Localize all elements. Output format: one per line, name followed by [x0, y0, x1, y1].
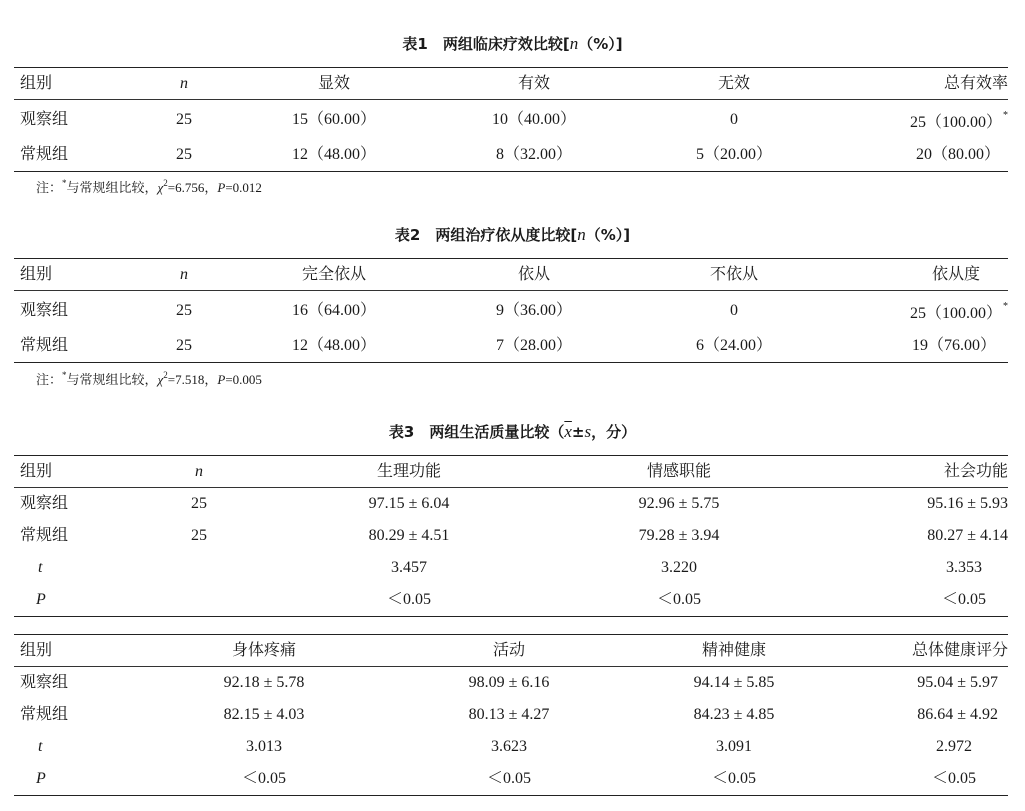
- note-star: *: [62, 178, 67, 188]
- table3-header-group: 组别: [14, 635, 134, 667]
- table3-cell: [134, 584, 264, 617]
- table3-cell: 25: [191, 527, 207, 544]
- note-p-value: =0.012: [225, 180, 262, 195]
- table2-cell: 6（24.00）: [695, 337, 772, 354]
- table-row: [14, 139, 1008, 172]
- note-text: 与常规组比较，: [66, 372, 158, 387]
- table1-cell: 8（32.00）: [495, 146, 572, 163]
- table3-header-activity: 活动: [394, 635, 624, 667]
- table2-header-compliant: 依从: [434, 259, 634, 291]
- table3-cell: 2.972: [936, 738, 972, 755]
- table3-cell-stat: t: [38, 559, 43, 576]
- table3-cell: 3.457: [391, 559, 427, 576]
- table1-cell: 观察组: [20, 110, 69, 128]
- table3-header-pain: 身体疼痛: [134, 635, 394, 667]
- table3-cell: ＜0.05: [241, 770, 286, 787]
- table3-cell: ＜0.05: [941, 591, 986, 608]
- table2-cell: 0: [730, 301, 738, 319]
- note-star: *: [62, 370, 67, 380]
- table2-cell-total: [834, 291, 1008, 331]
- table3-cell: 84.23 ± 4.85: [693, 706, 775, 723]
- table3-part1-header-row: [14, 456, 1008, 488]
- table2-cell: 25: [176, 337, 192, 354]
- table3-cell: 95.04 ± 5.97: [917, 674, 998, 691]
- table1-cell: 25: [176, 110, 192, 128]
- table3-caption: 表3 两组生活质量比较（$\overline{x}\pm s$，分）: [388, 422, 637, 441]
- table-row: [14, 520, 1008, 552]
- table-row: [14, 552, 1008, 584]
- table3-cell: 98.09 ± 6.16: [468, 674, 550, 691]
- table2-cell: 9（36.00）: [495, 301, 572, 319]
- table3-cell: 观察组: [20, 674, 69, 691]
- table3-cell-stat: P: [36, 770, 46, 787]
- table1-header-group: 组别: [14, 68, 134, 100]
- table1-cell: 常规组: [20, 146, 69, 163]
- table3-cell-stat: P: [36, 591, 46, 608]
- table2-cell: 常规组: [20, 337, 69, 354]
- table1-cell: 20（80.00）: [915, 146, 1000, 163]
- table-row: [14, 584, 1008, 617]
- table2-cell-value: 25（100.00）: [909, 305, 1002, 322]
- note-chi: χ: [157, 180, 164, 195]
- table3-cell: 82.15 ± 4.03: [223, 706, 305, 723]
- table2: [14, 258, 1008, 363]
- table2-header-rate: 依从度: [834, 259, 1008, 291]
- table-row: [14, 699, 1008, 731]
- table3-header-group: 组别: [14, 456, 134, 488]
- table-row: [14, 291, 1008, 331]
- table2-cell: 观察组: [20, 301, 69, 319]
- table-row: [14, 731, 1008, 763]
- table2-cell: 25: [176, 301, 192, 319]
- table2-header-n: n: [134, 259, 234, 291]
- table2-cell: 16（64.00）: [291, 301, 376, 319]
- table3-cell: 3.353: [946, 559, 982, 576]
- table3-cell: 92.18 ± 5.78: [223, 674, 305, 691]
- table-row: [14, 488, 1008, 521]
- table3-header-social: 社会功能: [804, 456, 1008, 488]
- table1-cell-total: [834, 100, 1008, 140]
- table3-cell: 80.29 ± 4.51: [368, 527, 450, 544]
- table3-cell: 3.091: [716, 738, 752, 755]
- table3-part1: [14, 455, 1008, 617]
- table1-cell: 12（48.00）: [291, 146, 376, 163]
- table3-part2: [14, 634, 1008, 796]
- table-row: [14, 100, 1008, 140]
- table3-cell: 86.64 ± 4.92: [917, 706, 998, 723]
- table3-cell: 常规组: [20, 527, 69, 544]
- table1-cell: 10（40.00）: [491, 110, 576, 128]
- table3-cell: 3.623: [491, 738, 527, 755]
- table1-header-row: [14, 68, 1008, 100]
- table2-header-noncompliant: 不依从: [634, 259, 834, 291]
- significance-star: *: [1003, 301, 1008, 312]
- table3-header-general: 总体健康评分: [844, 635, 1008, 667]
- table1-cell: 0: [730, 110, 738, 128]
- table3-cell: 80.27 ± 4.14: [927, 527, 1008, 544]
- table3-part2-header-row: [14, 635, 1008, 667]
- table2-caption: 表2 两组治疗依从度比较[n（%）]: [394, 225, 631, 244]
- table1-header-ineffective: 无效: [634, 68, 834, 100]
- note-chi-value: =6.756，: [167, 180, 218, 195]
- table1: [14, 67, 1008, 172]
- table1-caption: 表1 两组临床疗效比较[n（%）]: [402, 34, 623, 53]
- note-p-value: =0.005: [225, 372, 262, 387]
- table3-cell: 92.96 ± 5.75: [638, 495, 720, 512]
- table3-header-mental: 精神健康: [624, 635, 844, 667]
- table3-cell-stat: t: [38, 738, 43, 755]
- table3-cell: ＜0.05: [486, 770, 531, 787]
- table3-header-physical: 生理功能: [264, 456, 554, 488]
- table3-cell: ＜0.05: [386, 591, 431, 608]
- table2-header-group: 组别: [14, 259, 134, 291]
- table2-cell: 12（48.00）: [291, 337, 376, 354]
- note-text: 与常规组比较，: [66, 180, 158, 195]
- table3-cell: 80.13 ± 4.27: [468, 706, 550, 723]
- note-sup: 2: [163, 178, 168, 188]
- table1-cell: 25: [176, 146, 192, 163]
- table3-cell: ＜0.05: [931, 770, 976, 787]
- note-lead: 注：: [36, 180, 63, 195]
- table3-cell: [134, 552, 264, 584]
- table3-cell: 95.16 ± 5.93: [927, 495, 1008, 512]
- table3-cell: ＜0.05: [711, 770, 756, 787]
- table1-header-effective: 有效: [434, 68, 634, 100]
- table1-cell-value: 25（100.00）: [909, 114, 1002, 131]
- table-row: [14, 330, 1008, 363]
- table2-header-row: [14, 259, 1008, 291]
- note-p: P: [217, 372, 226, 387]
- note-chi-value: =7.518，: [167, 372, 218, 387]
- table1-cell: 5（20.00）: [695, 146, 772, 163]
- table3-cell: 97.15 ± 6.04: [368, 495, 450, 512]
- table1-header-marked: 显效: [234, 68, 434, 100]
- table3-cell: 3.220: [661, 559, 697, 576]
- significance-star: *: [1003, 110, 1008, 121]
- table3-header-emotional: 情感职能: [554, 456, 804, 488]
- table2-note: [36, 364, 262, 386]
- table2-header-full: 完全依从: [234, 259, 434, 291]
- table3-cell: 3.013: [246, 738, 282, 755]
- note-lead: 注：: [36, 372, 63, 387]
- table1-header-n: n: [134, 68, 234, 100]
- table3-cell: 79.28 ± 3.94: [638, 527, 720, 544]
- table-row: [14, 763, 1008, 796]
- table3-cell: 常规组: [20, 706, 69, 723]
- table1-header-total: 总有效率: [834, 68, 1008, 100]
- table1-cell: 15（60.00）: [291, 110, 376, 128]
- note-sup: 2: [163, 370, 168, 380]
- note-chi: χ: [157, 372, 164, 387]
- note-p: P: [217, 180, 226, 195]
- table-row: [14, 667, 1008, 700]
- table2-cell: 7（28.00）: [495, 337, 572, 354]
- table3-cell: 94.14 ± 5.85: [693, 674, 775, 691]
- table1-note: [36, 172, 262, 194]
- table2-cell: 19（76.00）: [911, 337, 996, 354]
- table3-header-n: n: [134, 456, 264, 488]
- table3-cell: 观察组: [20, 495, 69, 512]
- table3-cell: 25: [191, 495, 207, 512]
- table3-cell: ＜0.05: [656, 591, 701, 608]
